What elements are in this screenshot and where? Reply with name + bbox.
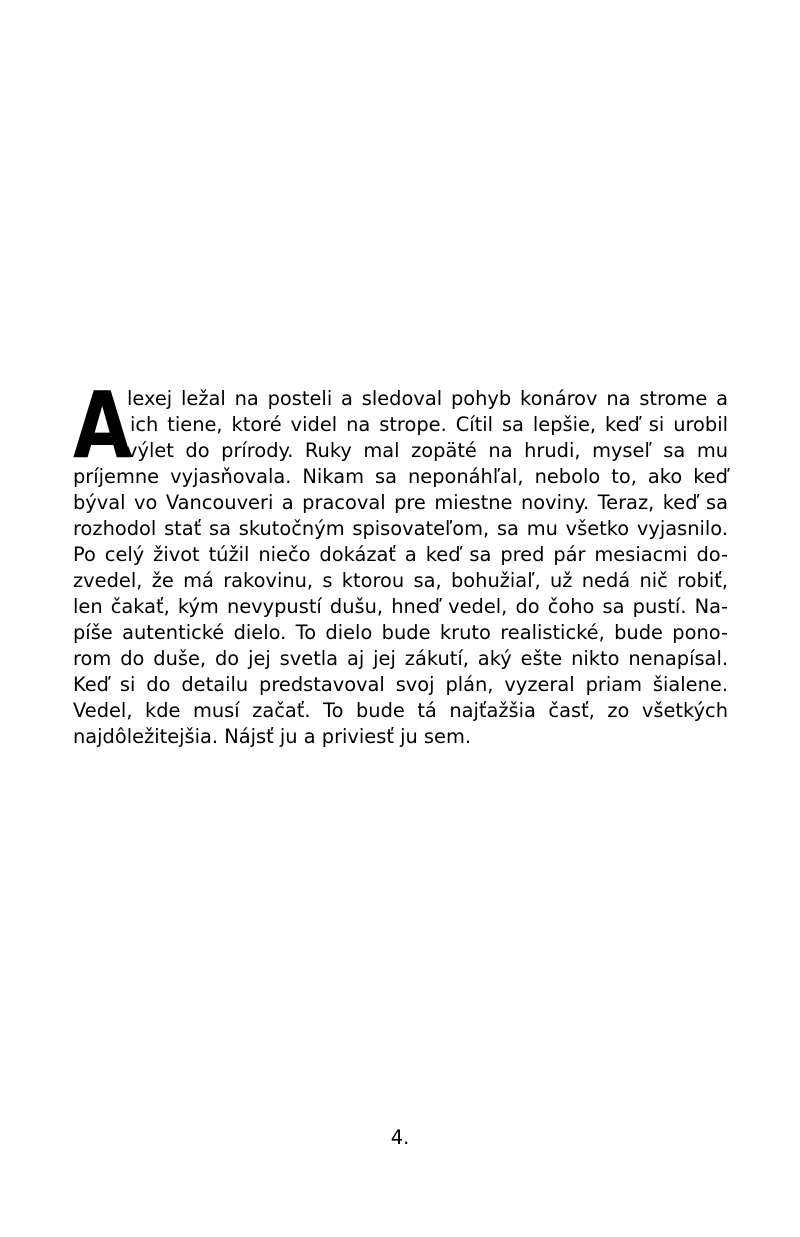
text-line: rom do duše, do jej svetla aj jej zákutí, aký ešte nikto nenapísal.: [73, 647, 728, 670]
text-line: Vedel, kde musí začať. To bude tá najťažšia časť, zo všetkých: [73, 699, 728, 722]
text-line: býval vo Vancouveri a pracoval pre miestne noviny. Teraz, keď sa: [73, 491, 728, 514]
text-line: výlet do prírody. Ruky mal zopäté na hrudi, myseľ sa mu: [126, 439, 728, 462]
text-line: zvedel, že má rakovinu, s ktorou sa, bohužiaľ, už nedá nič robiť,: [73, 569, 728, 592]
text-line: ich tiene, ktoré videl na strope. Cítil sa lepšie, keď si urobil: [130, 413, 728, 436]
page-number: 4.: [390, 1126, 410, 1149]
drop-cap: A: [73, 372, 132, 479]
text-line: najdôležitejšia. Nájsť ju a priviesť ju sem.: [73, 725, 472, 748]
text-line: rozhodol stať sa skutočným spisovateľom, sa mu všetko vyjasnilo.: [73, 517, 728, 540]
text-line: Po celý život túžil niečo dokázať a keď sa pred pár mesiacmi do-: [73, 543, 728, 566]
text-line: len čakať, kým nevypustí dušu, hneď vedel, do čoho sa pustí. Na-: [73, 595, 728, 618]
body-paragraph: [73, 372, 728, 750]
text-line: príjemne vyjasňovala. Nikam sa neponáhľal, nebolo to, ako keď: [73, 465, 728, 488]
text-line: píše autentické dielo. To dielo bude kruto realistické, bude pono-: [73, 621, 728, 644]
text-line: lexej ležal na posteli a sledoval pohyb konárov na strome a: [127, 387, 728, 410]
text-line: Keď si do detailu predstavoval svoj plán, vyzeral priam šialene.: [73, 673, 728, 696]
